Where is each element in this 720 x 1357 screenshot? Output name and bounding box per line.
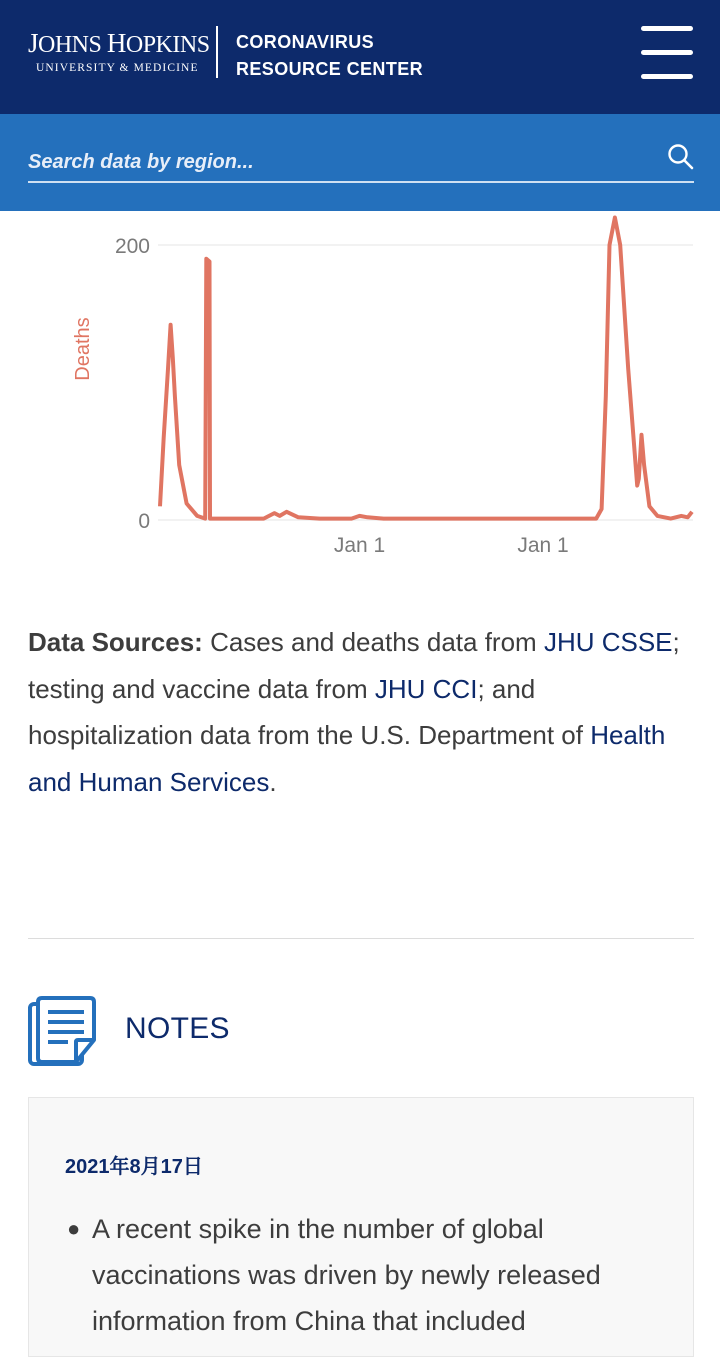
- site-header: [0, 0, 720, 114]
- y-axis-label: Deaths: [72, 317, 94, 381]
- search-icon[interactable]: [666, 142, 696, 172]
- list-item: [65, 1206, 675, 1344]
- deaths-chart-svg: [0, 211, 720, 571]
- data-sources-label: Data Sources:: [28, 627, 203, 657]
- x-tick-label-1: Jan 1: [333, 534, 386, 557]
- brand-name: JOHNS HOPKINS: [28, 28, 210, 58]
- sources-text-1: Cases and deaths data from: [202, 627, 544, 657]
- brand-subtitle: UNIVERSITY & MEDICINE: [36, 62, 199, 74]
- note-text: A recent spike in the number of global vaccinations was driven by newly released information from China that included: [92, 1214, 601, 1336]
- notes-heading: NOTES: [125, 1012, 230, 1045]
- title-line-1: CORONAVIRUS: [236, 32, 375, 52]
- search-input[interactable]: [28, 146, 640, 178]
- note-list: [65, 1206, 675, 1344]
- note-date: 2021年8月17日: [65, 1156, 203, 1178]
- data-sources-paragraph: [28, 619, 688, 805]
- title-line-2: RESOURCE CENTER: [236, 59, 424, 79]
- deaths-series-line: [160, 218, 692, 519]
- sources-text-2: ; testing and vaccine data from: [28, 627, 680, 704]
- hhs-link[interactable]: Health and Human Services: [28, 720, 666, 797]
- sources-text-3: ; and hospitalization data from the U.S. Department of: [28, 673, 591, 750]
- bullet-icon: ●: [67, 1216, 81, 1241]
- hamburger-menu-icon[interactable]: [638, 24, 696, 82]
- document-list-icon: [28, 996, 96, 1068]
- sources-text-4: .: [269, 766, 277, 797]
- jhu-logo[interactable]: [28, 27, 210, 74]
- notes-card: [28, 1097, 694, 1357]
- jhu-cci-link[interactable]: JHU CCI: [374, 673, 478, 704]
- y-tick-label-0: 0: [138, 510, 150, 533]
- search-underline: [28, 181, 694, 183]
- brand-divider: [216, 26, 218, 78]
- section-divider: [28, 938, 694, 939]
- resource-center-title[interactable]: [236, 29, 423, 83]
- deaths-chart: [0, 211, 720, 571]
- search-bar: [0, 114, 720, 211]
- jhu-csse-link[interactable]: JHU CSSE: [543, 627, 673, 657]
- x-tick-label-2: Jan 1: [517, 534, 569, 557]
- y-tick-label-200: 200: [114, 235, 150, 258]
